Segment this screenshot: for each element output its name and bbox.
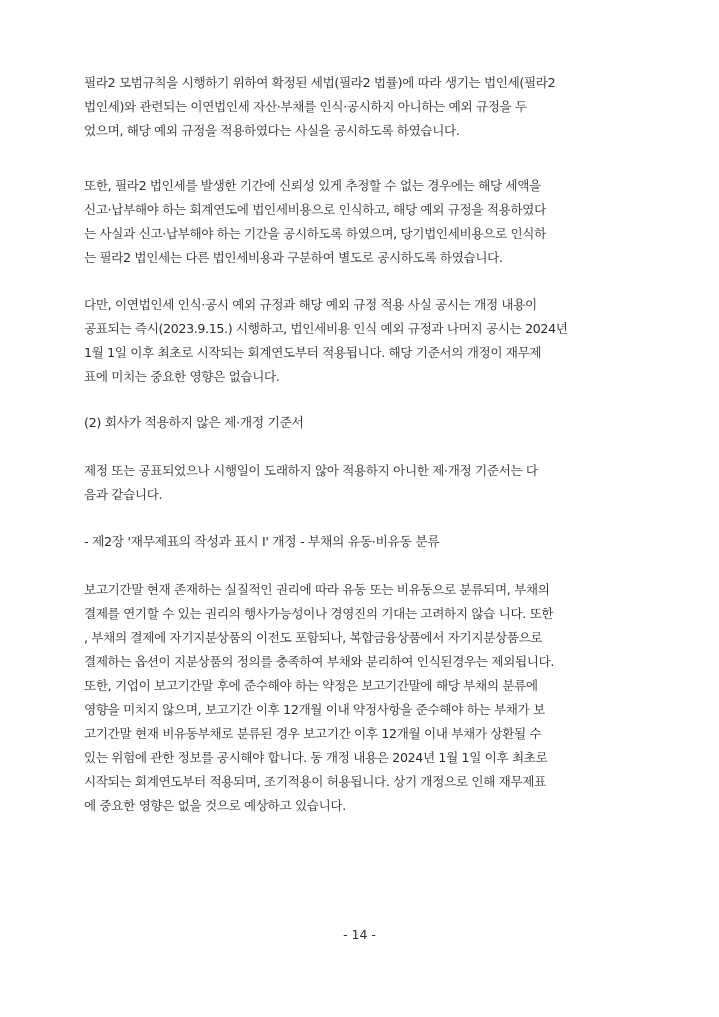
amendment-heading [84, 531, 644, 555]
text-line: 제정 또는 공표되었으나 시행일이 도래하지 않아 적용하지 아니한 제·개정 기준서는 다 [84, 463, 538, 478]
text-line: 표에 미치는 중요한 영향은 없습니다. [84, 369, 280, 384]
text-line: 결제하는 옵션이 지분상품의 정의를 충족하여 부채와 분리하여 인식된경우는 제외됩니다. [84, 654, 555, 669]
text-line: 법인세)와 관련되는 이연법인세 자산·부채를 인식·공시하지 아니하는 예외 규정을 두 [84, 99, 527, 114]
text-line: 있는 위험에 관한 정보를 공시해야 합니다. 동 개정 내용은 2024년 1월 1일 이후 최초로 [84, 750, 548, 765]
paragraph-not-applied-intro [84, 459, 644, 507]
paragraph-effective-date [84, 293, 644, 389]
section-heading-text: (2) 회사가 적용하지 않은 제·개정 기준서 [84, 416, 304, 431]
text-line: 었으며, 해당 예외 규정을 적용하였다는 사실을 공시하도록 하였습니다. [84, 123, 460, 138]
text-line: 신고·납부해야 하는 회계연도에 법인세비용으로 인식하고, 해당 예외 규정을 적용하였다 [84, 202, 546, 217]
text-line: 영향을 미치지 않으며, 보고기간 이후 12개월 이내 약정사항을 준수해야 하는 부채가 보 [84, 702, 545, 717]
text-line: 에 중요한 영향은 없을 것으로 예상하고 있습니다. [84, 798, 346, 813]
text-line: 공표되는 즉시(2023.9.15.) 시행하고, 법인세비용 인식 예외 규정과 나머지 공시는 2024년 [84, 321, 568, 336]
text-line: , 부채의 결제에 자기지분상품의 이전도 포함되나, 복합금융상품에서 자기지분상품으로 [84, 630, 543, 645]
text-line: 고기간말 현재 비유동부채로 분류된 경우 보고기간 이후 12개월 이내 부채가 상환될 수 [84, 726, 542, 741]
text-line: 또한, 필라2 법인세를 발생한 기간에 신뢰성 있게 추정할 수 없는 경우에는 해당 세액을 [84, 178, 541, 193]
text-line: 는 사실과 신고·납부해야 하는 기간을 공시하도록 하였으며, 당기법인세비용으로 인식하 [84, 226, 546, 241]
text-line: 시작되는 회계연도부터 적용되며, 조기적용이 허용됩니다. 상기 개정으로 인해 재무제표 [84, 774, 546, 789]
text-line: 다만, 이연법인세 인식·공시 예외 규정과 해당 예외 규정 적용 사실 공시는 개정 내용이 [84, 297, 537, 312]
text-line: 또한, 기업이 보고기간말 후에 준수해야 하는 약정은 보고기간말에 해당 부채의 분류에 [84, 678, 538, 693]
paragraph-liability-classification [84, 578, 644, 818]
text-line: 결제를 연기할 수 있는 권리의 행사가능성이나 경영진의 기대는 고려하지 않습 니다. 또한 [84, 606, 554, 621]
text-line: 1월 1일 이후 최초로 시작되는 회계연도부터 적용됩니다. 해당 기준서의 개정이 재무제 [84, 345, 542, 360]
paragraph-pillar2-exception [84, 71, 644, 143]
page-number: - 14 - [343, 927, 376, 942]
text-line: 음과 같습니다. [84, 487, 163, 502]
text-line: 필라2 모범규칙을 시행하기 위하여 확정된 세법(필라2 법률)에 따라 생기는 법인세(필라2 [84, 75, 556, 90]
amendment-heading-text: - 제2장 '재무제표의 작성과 표시 Ⅰ' 개정 - 부채의 유동·비유동 분류 [84, 535, 440, 550]
text-line: 는 필라2 법인세는 다른 법인세비용과 구분하여 별도로 공시하도록 하였습니다. [84, 250, 503, 265]
section-heading [84, 412, 644, 436]
paragraph-pillar2-expense [84, 174, 644, 270]
text-line: 보고기간말 현재 존재하는 실질적인 권리에 따라 유동 또는 비유동으로 분류되며, 부채의 [84, 582, 550, 597]
